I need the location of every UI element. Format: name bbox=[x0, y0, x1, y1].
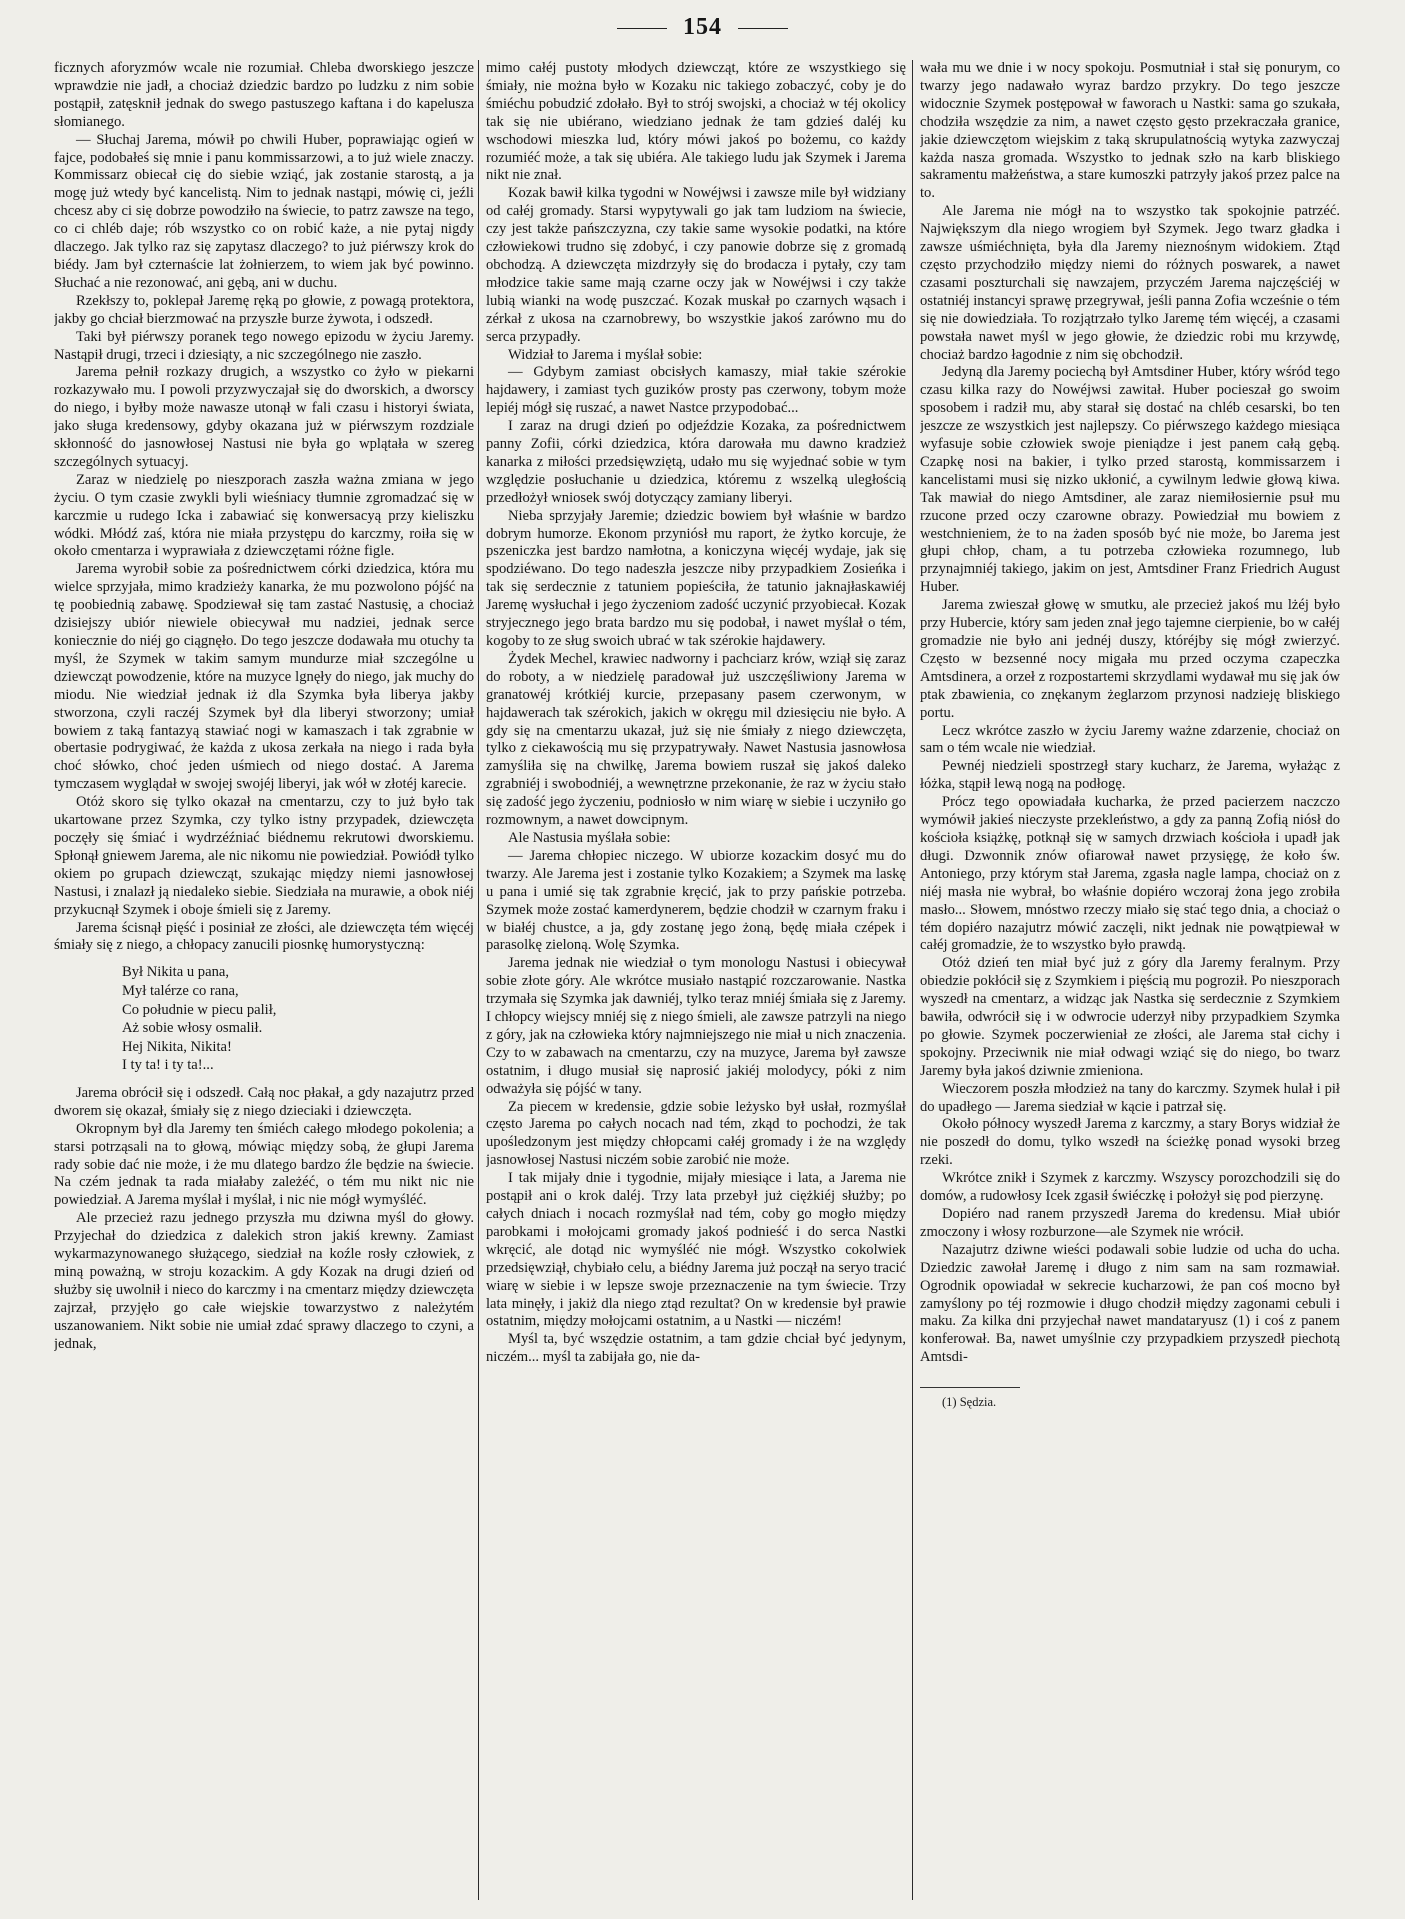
paragraph: Około północy wyszedł Jarema z karczmy, a stary Borys widział że nie poszedł do domu, tylko wszedł na ścieżkę ponad wysoki brzeg rzeki. bbox=[920, 1116, 1340, 1169]
column-2 bbox=[486, 60, 906, 1900]
header-rule-left bbox=[617, 28, 667, 29]
verse-line: Hej Nikita, Nikita! bbox=[122, 1038, 232, 1055]
song-verse bbox=[122, 963, 474, 1075]
paragraph: — Gdybym zamiast obcisłych kamaszy, miał takie szérokie hajdawery, i zamiast tych guzików prosty pas czerwony, tobym może lepiéj mógł się ruszać, a nawet Nastce przypodobać... bbox=[486, 364, 906, 417]
column-separator-2 bbox=[912, 60, 913, 1900]
paragraph: Żydek Mechel, krawiec nadworny i pachciarz krów, wziął się zaraz do roboty, a w niedzielę paradował już uszczęśliwiony Jarema w granatowéj krótkiéj kurcie, przepasany pasem czerwonym, w hajdawerach tak szérokich, jakich w okręgu mil dziesięciu nie było. A gdy się na cmentarzu ukazał, już się nie śmiały z niego dziewczęta, tylko z ciekawością mu się przypatrywały. Nawet Nastusia jasnowłosa zamyśliła się na chwilkę, Jarema bowiem ruszał się jakoś daleko zgrabniéj i swobodniéj, a wewnętrzne przekonanie, że raz w życiu stało się zadość jego życzeniu, podniosło w nim wiarę w siebie i uczyniło go rozmownym, a nawet dowcipnym. bbox=[486, 650, 906, 829]
paragraph: mimo całéj pustoty młodych dziewcząt, które ze wszystkiego się śmiały, nie można było w Kozaku nic takiego zobaczyć, coby je do śmiéchu pobudzić zdołało. Był to strój swojski, a chociaż w téj okolicy tak się nie ubiérano, wiedziano jednak że tam gdzieś daléj ku wschodowi mieszka lud, który mówi jakoś po bożemu, co każdy rozumiéć może, a tak się ubiéra. Ale takiego ludu jak Szymek i Jarema nikt nie znał. bbox=[486, 60, 906, 184]
paragraph: Jarema wyrobił sobie za pośrednictwem córki dziedzica, która mu wielce sprzyjała, mimo kradzieży kanarka, że mu pozwolono pójść na tę poobiednią zabawę. Spodziewał się tam zastać Nastusię, a chociaż dzisiejszy ubiór niewiele obiecywał mu nadziei, jednak serce koniecznie do niéj go ciągnęło. Do tego jeszcze dodawała mu otuchy ta myśl, że Szymek w takim samym mundurze miał szczególne u dziewcząt powodzenie, które na muzyce lgnęły do niego, jak muchy do miodu. Nie wiedział jednak iż dla Szymka była liberya jakby stworzona, czyli raczéj Szymek był dla liberyi stworzony; umiał bowiem z taką fantazyą stawiać nogi w kamaszach i tak zgrabnie w obertasie podrygiwać, że każda z ukosa zerkała na niego i rada była choć słówko, choć jeden uśmiech od niego dostać. A Jarema tymczasem wyglądał w swojej swojéj liberyi, jak wół w złotéj karecie. bbox=[54, 561, 474, 793]
paragraph: Jedyną dla Jaremy pociechą był Amtsdiner Huber, który wśród tego czasu kilka razy do Nowéjwsi zawitał. Huber pocieszał go swoim sposobem i radził mu, aby starał się dostać na chléb cesarski, bo ten jeszcze ze wszystkich jest najlepszy. Co piérwszego każdego miesiąca wyfasuje sobie człowiek swoje pieniądze i jest panem całą gębą. Czapkę nosi na bakier, i tylko przed starostą, kommissarzem i kancelistami musi się nizko ukłonić, a cywilnym ledwie głową kiwa. Tak mawiał do niego Amtsdiner, ale zaraz niemiłosiernie psuł mu rzucone przed oczy czarowne obrazy. Powiedział mu bowiem z westchnieniem, że to na żaden sposób być nie może, bo Jarema jest głupi chłop, cham, a tu potrzeba człowieka rozumnego, lub przynajmniéj takiego, jakim on jest, Amtsdiner Franz Friedrich August Huber. bbox=[920, 364, 1340, 596]
paragraph: Wieczorem poszła młodzież na tany do karczmy. Szymek hulał i pił do upadłego — Jarema siedział w kącie i patrzał się. bbox=[920, 1080, 1340, 1115]
column-separator-1 bbox=[478, 60, 479, 1900]
verse-line: Co południe w piecu palił, bbox=[122, 1001, 277, 1018]
paragraph: Ale Jarema nie mógł na to wszystko tak spokojnie patrzéć. Największym dla niego wrogiem był Szymek. Jego twarz gładka i zawsze uśmiéchnięta, była dla Jaremy nieznośnym widokiem. Ztąd często przychodziło między niemi do różnych poswarek, a nawet czasami poszturchali się nawzajem, przyczém Jarema najczęściéj w ostatniéj instancyi sprawę przegrywał, jeśli panna Zofia wcześnie o tém się nie dowiedziała. To rozjątrzało tylko Jaremę tém więcéj, a czasami powstała nawet myśl w jego głowie, że dziedzic robi mu krzywdę, chociaż bardzo łagodnie z nim się obchodził. bbox=[920, 203, 1340, 363]
paragraph: wała mu we dnie i w nocy spokoju. Posmutniał i stał się ponurym, co twarzy jego nadawało wyraz bardzo przykry. Do tego jeszcze widocznie Szymek postępował w faworach u Nastki: sama go szukała, chodziła wszędzie za nim, a nawet często gęsto przekraczała granice, jakie dziewczętom wiejskim z taką skrupulatnością wytyka zazwyczaj każda nasza gromada. Wszystko to jednak szło na karb bliskiego sakramentu małżeństwa, a stare kumoszki patrzyły jakoś przez palce na to. bbox=[920, 60, 1340, 202]
paragraph: Za piecem w kredensie, gdzie sobie leżysko był usłał, rozmyślał często Jarema po całych nocach nad tém, zkąd to pochodzi, że tak upośledzonym jest między chłopcami całéj gromady i że na względy jasnowłosej Nastusi niczém sobie zarobić nie może. bbox=[486, 1098, 906, 1169]
paragraph: Jarema pełnił rozkazy drugich, a wszystko co żyło w piekarni rozkazywało mu. I powoli przyzwyczajał się do dworskich, a dworscy do niego, i byłby może nawasze utonął w fali czasu i historyi świata, jako sługa kredensowy, gdyby okazana już w piérwszym rozdziale skłonność do jasnowłosej Nastusi nie była go wplątała w szereg szczególnych sytuacyj. bbox=[54, 364, 474, 470]
paragraph: Lecz wkrótce zaszło w życiu Jaremy ważne zdarzenie, chociaż on sam o tém wcale nie wiedział. bbox=[920, 722, 1340, 757]
verse-line: Aż sobie włosy osmalił. bbox=[122, 1020, 263, 1037]
column-1 bbox=[54, 60, 474, 1900]
paragraph: ficznych aforyzmów wcale nie rozumiał. Chleba dworskiego jeszcze wprawdzie nie jadł, a chociaż dziedzic bardzo po ludzku z nim sobie postąpił, zatęsknił jednak do swego pastuszego kaftana i do kapelusza słomianego. bbox=[54, 60, 474, 130]
paragraph: Widział to Jarema i myślał sobie: bbox=[508, 346, 703, 363]
paragraph: Jarema zwieszał głowę w smutku, ale przecież jakoś mu lżéj było przy Hubercie, który sam jeden znał jego tajemne cierpienie, bo w całéj gromadzie nie było ani jednéj duszy, któréjby się mógł zwierzyć. Często w bezsenné nocy migała mu przed oczyma czapeczka Amtsdinera, a orzeł z rozpostartemi skrzydlami wydawał mu się jak ów ptak zbawienia, co znękanym żeglarzom przynosi nadzieję bliskiego portu. bbox=[920, 597, 1340, 721]
header-rule-right bbox=[738, 28, 788, 29]
paragraph: Okropnym był dla Jaremy ten śmiéch całego młodego pokolenia; a starsi potrząsali na to głową, mówiąc między sobą, że głupi Jarema rady sobie dać nie może, i że mu dlatego bardzo źle będzie na świecie. Na czém jednak ta rada miałaby zależéć, o tém mu nikt nic nie powiedział. A Jarema myślał i myślał, i nic nie mógł wymyśléć. bbox=[54, 1120, 474, 1209]
paragraph: Jarema obrócił się i odszedł. Całą noc płakał, a gdy nazajutrz przed dworem się okazał, śmiały się z niego dzieciaki i dziewczęta. bbox=[54, 1084, 474, 1119]
paragraph: Zaraz w niedzielę po nieszporach zaszła ważna zmiana w jego życiu. O tym czasie zwykli byli wieśniacy tłumnie zgromadzać się w karczmie u rudego Icka i zabawiać się konwersacyą przy kieliszku wódki. Młódź zaś, która nie miała przystępu do karczmy, roiła się w około cmentarza i wyprawiała z dziewczętami różne figle. bbox=[54, 471, 474, 560]
paragraph: Taki był piérwszy poranek tego nowego epizodu w życiu Jaremy. Nastąpił drugi, trzeci i dziesiąty, a nic szczególnego nie zaszło. bbox=[54, 328, 474, 363]
paragraph: Ale przecież razu jednego przyszła mu dziwna myśl do głowy. Przyjechał do dziedzica z dalekich stron jakiś krewny. Zamiast wykarmazynowanego służącego, siedział na koźle rosły człowiek, z miną poważną, w stroju kozackim. A gdy Kozak na drugi dzień od służby się uwolnił i nieco do karczmy i na cmentarz między dziewczęta zajrzał, przyjęło go całe wiejskie towarzystwo z należytém uszanowaniem. Nikt sobie nie umiał zdać sprawy dlaczego to czyni, a jednak, bbox=[54, 1210, 474, 1352]
verse-line: I ty ta! i ty ta!... bbox=[122, 1057, 214, 1074]
column-3 bbox=[920, 60, 1340, 1900]
paragraph: I tak mijały dnie i tygodnie, mijały miesiące i lata, a Jarema nie postąpił ani o krok daléj. Trzy lata przebył już ciężkiéj służby; po całych dniach i nocach rozmyślał nad tém, coby go mogło między parobkami i mołojcami gromady jakoś podnieść i do serca Nastki wkręcić, ale dotąd nic wymyśléć nie mógł. Wszystko cokolwiek przedsięwziął, chybiało celu, a biédny Jarema już począł na seryo tracić wiarę w siebie i w lepsze swoje przeznaczenie na tym świecie. Trzy lata minęły, i jakiż dla niego ztąd rezultat? On w kredensie był prawie ostatnim, między mołojcami ostatnim, a u Nastki — niczém! bbox=[486, 1170, 906, 1330]
paragraph: Nieba sprzyjały Jaremie; dziedzic bowiem był właśnie w bardzo dobrym humorze. Ekonom przyniósł mu raport, że żytko korcuje, że pszeniczka jest bardzo namłotna, a koniczyna więcéj wydaje, jak się spodziéwano. Do tego nadeszła jeszcze niby przypadkiem Zosieńka i tak się serdecznie z tatuniem popieściła, że tatunio jaknajłaskawiéj Jaremę wysłuchał i jego życzeniom zadość uczynić przyobiecał. Kozak stryjecznego jego brata bardzo mu się podobał, i nawet myślał o tém, kogoby to ze sług swoich ubrać w tak szérokie hajdawery. bbox=[486, 507, 906, 649]
paragraph: — Jarema chłopiec niczego. W ubiorze kozackim dosyć mu do twarzy. Ale Jarema jest i zostanie tylko Kozakiem; a Szymek ma laskę u pana i umié się tak zgrabnie kręcić, jak to przy pańskie potrzeba. Szymek może zostać kamerdynerem, będzie chodził w czarnym fraku i w białéj chustce, a ja, gdy zostanę jego żoną, będę miała czépek i parasolkę zieloną. Wolę Szymka. bbox=[486, 847, 906, 954]
paragraph: Myśl ta, być wszędzie ostatnim, a tam gdzie chciał być jedynym, niczém... myśl ta zabijała go, nie da- bbox=[486, 1331, 906, 1366]
paragraph: Wkrótce znikł i Szymek z karczmy. Wszyscy porozchodzili się do domów, a rudowłosy Icek zgasił świéczkę i położył się pod pierzynę. bbox=[920, 1170, 1340, 1205]
paragraph: Jarema jednak nie wiedział o tym monologu Nastusi i obiecywał sobie złote góry. Ale wkrótce musiało nastąpić rozczarowanie. Nastka trzymała się Szymka jak dawniéj, tylko teraz mniéj śmiała się z Jaremy. I chłopcy wiejscy mniéj się z niego śmieli, ale zawsze patrzyli na niego z góry, jak na człowieka który najmniejszego nie miał u nich znaczenia. Czy to w zabawach na cmentarzu, czy na muzyce, Jarema był zawsze ostatnim, i długo musiał się naprosić jakiéj molodycy, póki z nim odważyła się pójść w tany. bbox=[486, 955, 906, 1097]
paragraph: Otóż dzień ten miał być już z góry dla Jaremy feralnym. Przy obiedzie pokłócił się z Szymkiem i pięścią mu pogroził. Po nieszporach wyszedł na cmentarz, a widząc jak Nastka się serdecznie z Szymkiem bawiła, odwrócił się i w odwrocie uderzył niby przypadkiem Szymka po głowie. Szymek poczerwieniał ze złości, ale Jarema stał cichy i spokojny. Przeciwnik nie miał odwagi wziąć się do niego, bo twarz Jaremy była jakoś dziwnie zmieniona. bbox=[920, 955, 1340, 1079]
page-number: 154 bbox=[683, 14, 722, 40]
paragraph: — Słuchaj Jarema, mówił po chwili Huber, poprawiając ogień w fajce, podobałeś się mnie i panu kommissarzowi, a to już wiele znaczy. Kommissarz obiecał cię do siebie wziąć, jak zostanie starostą, a ja mogę już wtedy być kancelistą. Nim to jednak nastąpi, mówię ci, jeźli chcesz aby ci się dobrze powodziło na świecie, to patrz zawsze na tego, co ci chléb daje; rób wszystko co on robić każe, a nie pytaj nigdy dlaczego. Jak tylko raz się zapytasz dlaczego? to już piérwszy krok do biédy. Jam był czternaście lat żołnierzem, to wiem jak być powinno. Słuchać a nie rezonować, ani gębą, ani w duchu. bbox=[54, 131, 474, 291]
paragraph: Otóż skoro się tylko okazał na cmentarzu, czy to już było tak ukartowane przez Szymka, czy tylko istny przypadek, dziewczęta poczęły się śmiać i wydrzéźniać biédnemu rekrutowi dworskiemu. Spłonął gniewem Jarema, ale nic nikomu nie powiedział. Powiódł tylko okiem po grupach dziewcząt, szukając między niemi jasnowłosej Nastusi, i znalazł ją niedaleko siebie. Siedziała na murawie, a obok niéj przykucnął Szymek i oboje śmieli się z Jaremy. bbox=[54, 794, 474, 918]
paragraph: Rzekłszy to, poklepał Jaremę ręką po głowie, z powagą protektora, jakby go chciał bierzmować na przyszłe burze żywota, i odszedł. bbox=[54, 292, 474, 327]
paragraph: I zaraz na drugi dzień po odjeździe Kozaka, za pośrednictwem panny Zofii, córki dziedzica, która darowała mu dawno kradzież kanarka z miłości przedsięwziętą, udało mu się wyjednać sobie w tym względzie posłuchanie u dziedzica, któremu z wszelką uległością przedłożył wniosek swój dotyczący zamiany liberyi. bbox=[486, 418, 906, 506]
paragraph: Dopiéro nad ranem przyszedł Jarema do kredensu. Miał ubiór zmoczony i włosy rozburzone—ale Szymek nie wrócił. bbox=[920, 1206, 1340, 1240]
footnote: (1) Sędzia. bbox=[942, 1395, 997, 1410]
verse-line: Był Nikita u pana, bbox=[122, 964, 230, 981]
paragraph: Jarema ścisnął pięść i posiniał ze złości, ale dziewczęta tém więcéj śmiały się z niego, a chłopacy zanucili piosnkę humorystyczną: bbox=[54, 919, 474, 954]
paragraph: Nazajutrz dziwne wieści podawali sobie ludzie od ucha do ucha. Dziedzic zawołał Jaremę i długo z nim sam na sam rozmawiał. Ogrodnik opowiadał w sekrecie kucharzowi, że pan coś mocno był zamyślony po téj rozmowie i długo chodził między zagonami cebuli i maku. Za kilka dni przyjechał nawet mandataryusz (1) i coś z panem konferował. Ba, nawet umyślnie czy przypadkiem przyszedł piechotą Amtsdi- bbox=[920, 1241, 1340, 1366]
paragraph: Kozak bawił kilka tygodni w Nowéjwsi i zawsze mile był widziany od całéj gromady. Starsi wypytywali go jak tam ludziom na świecie, czy jest także pańszczyzna, czy takie same wysokie podatki, na które człowiekowi trudno się zdobyć, i czy panowie dobrze się z gromadą obchodzą. A dziewczęta mizdrzyły się do brodacza i pytały, czy tam młodzice takie same mają czarne oczy jak w Nowéjwsi i czy także lubią wianki na wodę puszczać. Kozak muskał po czarnych wąsach i zérkał z ukosa na czarnobrewy, bo wszystkie jakoś zarówno mu do serca przypadły. bbox=[486, 185, 906, 345]
paragraph: Pewnéj niedzieli spostrzegł stary kucharz, że Jarema, wyłażąc z łóżka, stąpił lewą nogą na podłogę. bbox=[920, 758, 1340, 793]
footnote-rule bbox=[920, 1387, 1020, 1388]
paragraph: Ale Nastusia myślała sobie: bbox=[508, 829, 671, 846]
page-header bbox=[0, 14, 1405, 41]
paragraph: Prócz tego opowiadała kucharka, że przed pacierzem naczczo wymówił jakieś nieczyste przekleństwo, a gdy za panną Zofią niósł do kościoła książkę, potknął się w samych drzwiach kościoła i upadł jak długi. Dzwonnik znów ofiarował nawet przysięgę, że koło św. Antoniego, przy którym stał Jarema, zgasła nagle lampa, chociaż on z niéj masła nie wybrał, bo właśnie dopiéro wczoraj żona jego zrobiła masło... Słowem, mnóstwo rzeczy miało się stać tego dnia, a chociaż o tém dopiéro nazajutrz mówić zaczęli, nikt jednak nie powątpiewał w całéj gromadzie, że to wszystko było prawdą. bbox=[920, 794, 1340, 954]
verse-line: Mył talérze co rana, bbox=[122, 982, 239, 999]
